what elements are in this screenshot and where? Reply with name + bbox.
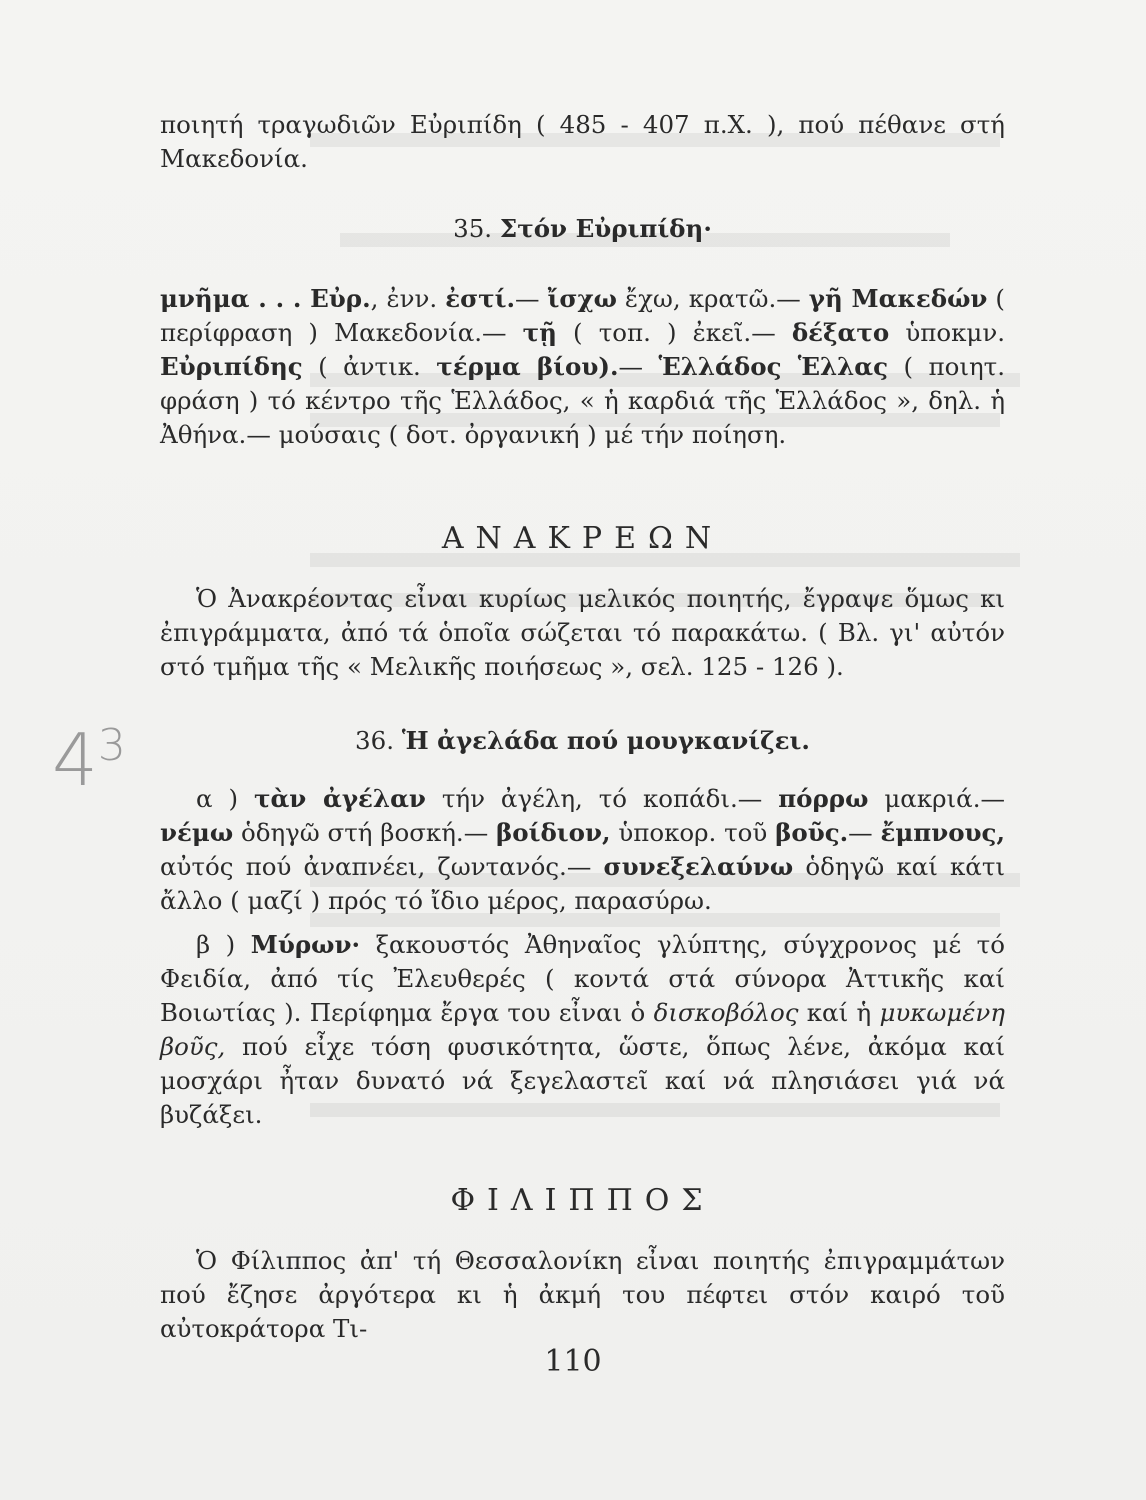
section-35-glossary: μνῆμα . . . Εὐρ., ἐνν. ἐστί.— ἴσχω ἔχω, κρατῶ.— γῆ Μακεδών ( περίφραση ) Μακεδονία.— τῇ ( τοπ. ) ἐκεῖ.— δέξατο ὑποκμν. Εὐριπίδης ( ἀντικ. τέρμα βίου).— Ἑλλάδος Ἑλλας ( ποιητ. φράση ) τό κέντρο τῆς Ἑλλάδος, « ἡ καρδιά τῆς Ἑλλάδος », δηλ. ἡ Ἀθήνα.— μούσαις ( δοτ. ὀργανική ) μέ τήν ποίηση. — [160, 284, 1006, 449]
handwritten-margin-note: $4^3$ — [52, 718, 126, 802]
section-36-number: 36. — [355, 726, 395, 755]
page-number: 110 — [544, 1344, 602, 1379]
section-35-number: 35. — [453, 214, 493, 243]
section-35-title: Στόν Εὐριπίδη· — [499, 214, 712, 243]
section-36-heading — [160, 724, 1005, 758]
section-36-title: Ἡ ἀγελάδα πού μουγκανίζει. — [401, 726, 810, 755]
section-36-glossary-b: β ) Μύρων· ξακουστός Ἀθηναῖος γλύπτης, σύγχρονος μέ τό Φειδία, ἀπό τίς Ἐλευθερές ( κοντά στά σύνορα Ἀττικῆς καί Βοιωτίας ). Περίφημα ἔργα του εἶναι ὁ δισκοβόλος καί ἡ μυκωμένη βοῦς, πού εἶχε τόση φυσικότητα, ὥστε, ὅπως λένε, ἀκόμα καί μοσχάρι ἦταν δυνατό νά ξεγελαστεῖ καί νά πλησιάσει γιά νά βυζάξει. — [160, 930, 1005, 1129]
philippos-paragraph: Ὁ Φίλιππος ἀπ' τή Θεσσαλονίκη εἶναι ποιητής ἐπιγραμμάτων πού ἔζησε ἀργότερα κι ἡ ἀκμή του πέφτει στόν καιρό τοῦ αὐτοκράτορα Τι- — [160, 1246, 1005, 1343]
anacreon-paragraph: Ὁ Ἀνακρέοντας εἶναι κυρίως μελικός ποιητής, ἔγραψε ὅμως κι ἐπιγράμματα, ἀπό τά ὁποῖα σώζεται τό παρακάτω. ( Βλ. γι' αὐτόν στό τμῆμα τῆς « Μελικῆς ποιήσεως », σελ. 125 - 126 ). — [160, 584, 1005, 681]
section-36-glossary-a: α ) τὰν ἀγέλαν τήν ἀγέλη, τό κοπάδι.— πόρρω μακριά.— νέμω ὁδηγῶ στή βοσκή.— βοίδιον, ὑποκορ. τοῦ βοῦς.— ἔμπνους, αὐτός πού ἀναπνέει, ζωντανός.— συνεξελαύνω ὁδηγῶ καί κάτι ἄλλο ( μαζί ) πρός τό ἴδιο μέρος, παρασύρω. — [160, 784, 1005, 915]
poet-heading-philippos: ΦΙΛΙΠΠΟΣ — [450, 1183, 715, 1218]
section-35-heading — [160, 212, 1005, 246]
poet-heading-anacreon: ΑΝΑΚΡΕΩΝ — [441, 521, 724, 556]
intro-paragraph: ποιητή τραγωδιῶν Εὐριπίδη ( 485 - 407 π.Χ. ), πού πέθανε στή Μακεδονία. — [160, 110, 1005, 173]
